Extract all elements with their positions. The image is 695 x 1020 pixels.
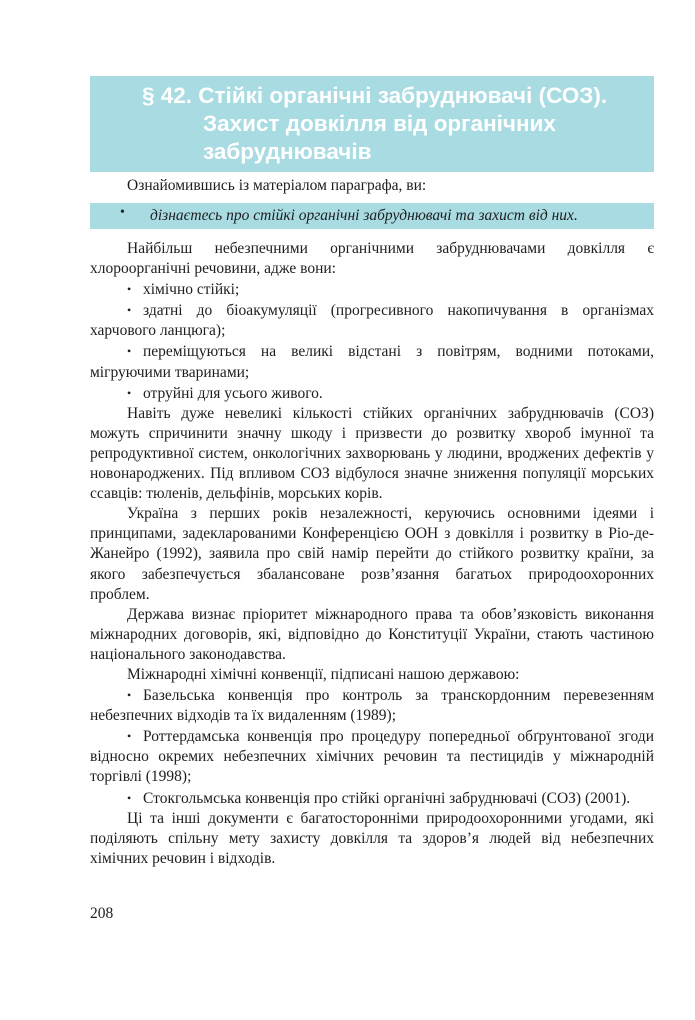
learning-objective-text: дізнаєтесь про стійкі органічні забруднювачі та захист від них.	[150, 207, 578, 224]
paragraph: Україна з перших років незалежності, керуючись основними ідеями і принципами, задекларованими Конференцією ООН з довкілля і розвитку в Ріо-де-Жанейро (1992), заявила про свій намір перейти до стійкого розвитку країни, за якого забезпечується збалансоване розв’язання багатьох природоохоронних проблем.	[90, 505, 654, 603]
paragraph: Навіть дуже невеликі кількості стійких органічних забруднювачів (СОЗ) можуть спричинити значну шкоду і призвести до розвитку хвороб імунної та репродуктивної систем, онкологічних захворювань у людини, вроджених дефектів у новонароджених. Під впливом СОЗ відбулося значне зниження популяції морських ссавців: тюленів, дельфінів, морських корів.	[90, 404, 654, 503]
section-title-line-1: § 42. Стійкі органічні забруднювачі (СОЗ).	[142, 83, 608, 108]
bullet-icon: •	[120, 205, 125, 220]
section-header-banner	[90, 76, 654, 172]
section-title	[90, 82, 654, 166]
list-item-text: хімічно стійкі;	[143, 281, 240, 299]
list-item-text: Базельська конвенція про контроль за транскордонним перевезенням небезпечних відходів та їх видаленням (1989);	[90, 687, 654, 725]
list-item	[90, 788, 654, 809]
bullet-icon: •	[127, 344, 132, 359]
list-item-text: отруйні для усього живого.	[143, 384, 323, 402]
list-item	[90, 726, 654, 787]
bullet-icon: •	[127, 688, 132, 703]
list-item-text: Роттердамська конвенція про процедуру попередньої обґрунтованої згоди відносно окремих небезпечних хімічних речовин та пестицидів у міжнародній торгівлі (1998);	[90, 728, 654, 786]
body-text	[90, 239, 654, 869]
list-item	[90, 279, 654, 300]
paragraph: Ці та інші документи є багатосторонніми природоохоронними угодами, які поділяють спільну мету захисту довкілля та здоров’я людей від небезпечних хімічних речовин і відходів.	[90, 809, 654, 867]
bullet-icon: •	[127, 282, 132, 297]
section-title-line-2: Захист довкілля від органічних	[203, 111, 556, 136]
list-item-text: Стокгольмська конвенція про стійкі органічні забруднювачі (СОЗ) (2001).	[143, 789, 631, 807]
learning-objective-band	[90, 203, 654, 229]
page-number: 208	[90, 905, 114, 922]
list-item	[90, 685, 654, 726]
list-item	[90, 300, 654, 341]
bullet-icon: •	[127, 385, 132, 400]
list-item-text: здатні до біоакумуляції (прогресивного накопичування в організмах харчового ланцюга);	[90, 302, 654, 340]
section-title-line-3: забруднювачів	[203, 139, 372, 164]
paragraph: Міжнародні хімічні конвенції, підписані нашою державою:	[127, 665, 520, 683]
intro-text: Ознайомившись із матеріалом параграфа, ви:	[127, 177, 427, 194]
list-item	[90, 341, 654, 382]
paragraph: Держава визнає пріоритет міжнародного права та обов’язковість виконання міжнародних договорів, які, відповідно до Конституції України, стають частиною національного законодавства.	[90, 605, 654, 663]
bullet-icon: •	[127, 303, 132, 318]
list-item-text: переміщуються на великі відстані з повітрям, водними потоками, мігруючими тваринами;	[90, 343, 654, 381]
list-item	[90, 383, 654, 404]
bullet-icon: •	[127, 729, 132, 744]
bullet-icon: •	[127, 790, 132, 805]
paragraph: Найбільш небезпечними органічними забруднювачами довкілля є хлороорганічні речовини, адже вони:	[90, 240, 654, 278]
